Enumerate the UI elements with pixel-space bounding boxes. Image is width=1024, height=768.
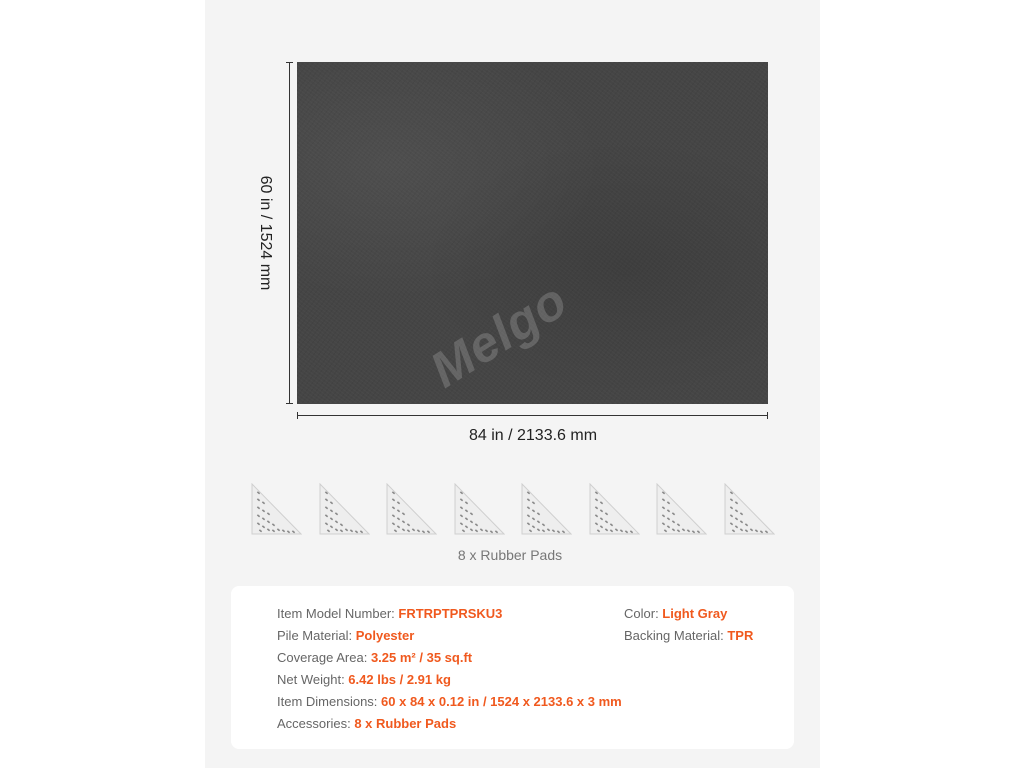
spec-value: 60 x 84 x 0.12 in / 1524 x 2133.6 x 3 mm (381, 694, 622, 709)
spec-value: Light Gray (662, 606, 728, 621)
watermark-logo: Melgo (420, 271, 577, 399)
rubber-pad (250, 483, 302, 535)
spec-label: Coverage Area: (277, 650, 371, 665)
rubber-pad (520, 483, 572, 535)
spec-label: Color: (624, 606, 663, 621)
width-dimension-line (297, 415, 768, 416)
spec-value: FRTRPTPRSKU3 (398, 606, 503, 621)
spec-card (231, 586, 794, 749)
rubber-pad (318, 483, 370, 535)
spec-label: Backing Material: (624, 628, 728, 643)
spec-label: Item Dimensions: (277, 694, 382, 709)
rubber-pads-group (250, 483, 785, 535)
rubber-pad (453, 483, 505, 535)
rubber-pad (655, 483, 707, 535)
spec-model-number (277, 606, 502, 621)
spec-value: 3.25 m² / 35 sq.ft (370, 650, 473, 665)
spec-label: Net Weight: (277, 672, 349, 687)
spec-value: TPR (727, 628, 754, 643)
spec-value: Polyester (355, 628, 415, 643)
width-dimension-label: 84 in / 2133.6 mm (468, 427, 598, 444)
spec-coverage-area (277, 650, 472, 665)
spec-item-dimensions (277, 694, 622, 709)
spec-color (624, 606, 727, 621)
spec-label: Accessories: (277, 716, 355, 731)
rubber-pads-caption: 8 x Rubber Pads (457, 547, 563, 563)
spec-pile-material (277, 628, 414, 643)
spec-value: 8 x Rubber Pads (354, 716, 457, 731)
height-dimension-label: 60 in / 1524 mm (257, 175, 274, 291)
rubber-pad (723, 483, 775, 535)
spec-net-weight (277, 672, 451, 687)
height-dimension-line (289, 62, 290, 404)
spec-label: Pile Material: (277, 628, 356, 643)
floor-mat-image (297, 62, 768, 404)
spec-backing-material (624, 628, 753, 643)
spec-value: 6.42 lbs / 2.91 kg (348, 672, 451, 687)
rubber-pad (588, 483, 640, 535)
rubber-pad (385, 483, 437, 535)
spec-label: Item Model Number: (277, 606, 399, 621)
spec-accessories (277, 716, 456, 731)
